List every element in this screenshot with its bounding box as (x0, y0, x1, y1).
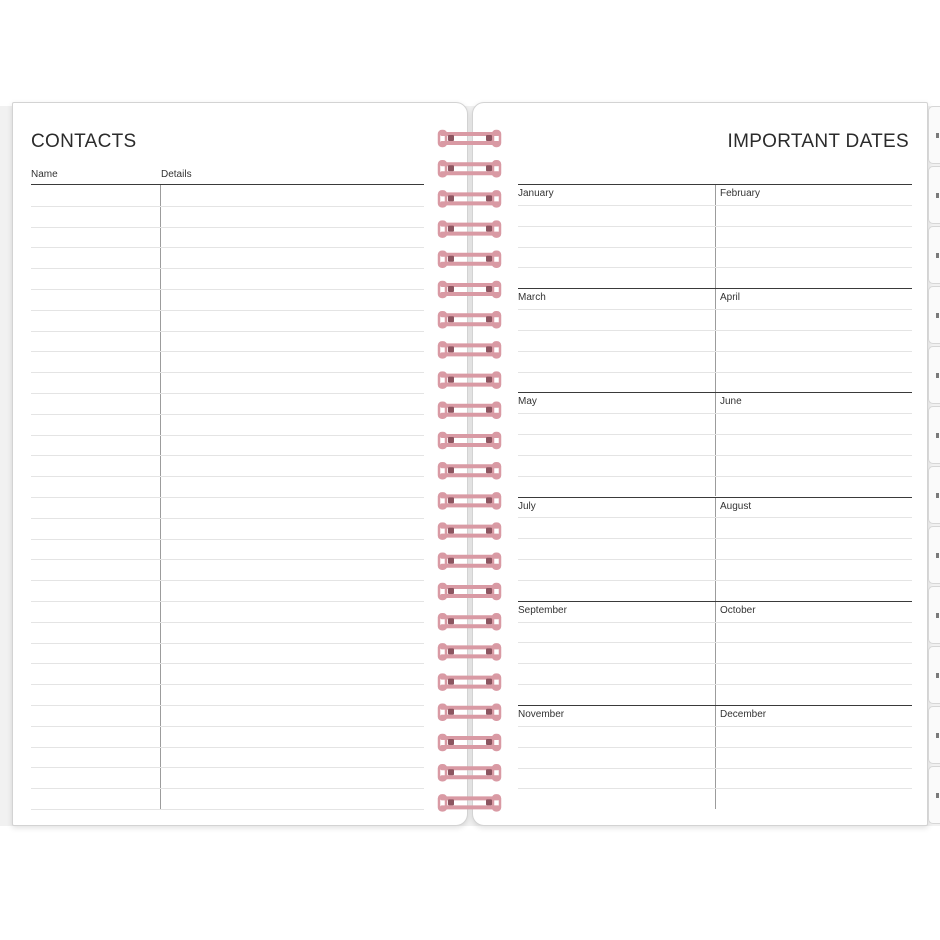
contact-row-line (31, 268, 424, 269)
spiral-ring (439, 463, 500, 478)
details-column-header: Details (161, 169, 192, 180)
spiral-ring (439, 403, 500, 418)
spiral-ring (439, 524, 500, 539)
month-tab[interactable] (928, 226, 940, 284)
tab-label-mark (936, 733, 939, 738)
month-label: February (720, 188, 761, 199)
contact-row-line (31, 414, 424, 415)
tab-label-mark (936, 133, 939, 138)
month-label: October (720, 605, 756, 616)
month-tab[interactable] (928, 166, 940, 224)
contact-row-line (31, 705, 424, 706)
contact-row-line (31, 518, 424, 519)
tab-label-mark (936, 673, 939, 678)
contact-row-line (31, 497, 424, 498)
month-tab[interactable] (928, 526, 940, 584)
contact-row-line (31, 663, 424, 664)
month-tab[interactable] (928, 586, 940, 644)
spiral-ring (439, 252, 500, 267)
date-entry-line (518, 247, 912, 248)
tab-label-mark (936, 253, 939, 258)
date-entry-line (518, 434, 912, 435)
date-entry-line (518, 330, 912, 331)
month-label: May (518, 396, 537, 407)
month-label: April (720, 292, 741, 303)
contact-row-line (31, 788, 424, 789)
contact-row-line (31, 539, 424, 540)
contact-row-line (31, 289, 424, 290)
tab-label-mark (936, 193, 939, 198)
month-label: August (720, 501, 752, 512)
date-entry-line (518, 747, 912, 748)
contact-row-line (31, 227, 424, 228)
spiral-ring (439, 675, 500, 690)
spiral-ring (439, 614, 500, 629)
month-tab[interactable] (928, 106, 940, 164)
spiral-ring (439, 765, 500, 780)
spiral-ring (439, 191, 500, 206)
tab-label-mark (936, 433, 939, 438)
date-entry-line (518, 372, 912, 373)
spiral-ring (439, 342, 500, 357)
spiral-ring (439, 705, 500, 720)
date-entry-line (518, 768, 912, 769)
month-tab[interactable] (928, 286, 940, 344)
contact-row-line (31, 476, 424, 477)
month-label: September (518, 605, 567, 616)
contact-row-line (31, 435, 424, 436)
spiral-ring (439, 584, 500, 599)
month-label: March (518, 292, 546, 303)
important-dates-page (472, 102, 928, 826)
spiral-ring (439, 282, 500, 297)
date-entry-line (518, 663, 912, 664)
date-entry-line (518, 517, 912, 518)
date-entry-line (518, 226, 912, 227)
month-label: November (518, 709, 565, 720)
month-tab[interactable] (928, 766, 940, 824)
date-entry-line (518, 788, 912, 789)
date-entry-line (518, 622, 912, 623)
spiral-ring (439, 433, 500, 448)
month-divider (715, 289, 716, 392)
page-title: IMPORTANT DATES (727, 131, 909, 152)
tab-label-mark (936, 313, 939, 318)
spiral-ring (439, 373, 500, 388)
tab-label-mark (936, 553, 939, 558)
month-divider (715, 393, 716, 496)
contact-row-line (31, 247, 424, 248)
date-entry-line (518, 642, 912, 643)
contact-row-line (31, 580, 424, 581)
contact-row-line (31, 643, 424, 644)
name-column-header: Name (31, 169, 58, 180)
header-rule (31, 184, 424, 185)
date-entry-line (518, 351, 912, 352)
tab-label-mark (936, 493, 939, 498)
contact-row-line (31, 559, 424, 560)
month-label: July (518, 501, 536, 512)
spiral-ring (439, 795, 500, 810)
month-tab[interactable] (928, 466, 940, 524)
contact-row-line (31, 622, 424, 623)
month-label: December (720, 709, 767, 720)
page-title: CONTACTS (31, 131, 137, 152)
contact-row-line (31, 684, 424, 685)
date-entry-line (518, 413, 912, 414)
contact-row-line (31, 372, 424, 373)
contact-row-line (31, 393, 424, 394)
month-divider (715, 602, 716, 705)
spiral-ring (439, 554, 500, 569)
date-entry-line (518, 580, 912, 581)
contact-row-line (31, 601, 424, 602)
month-label: January (518, 188, 554, 199)
month-divider (715, 498, 716, 601)
spiral-binding-icon (436, 0, 504, 940)
date-entry-line (518, 267, 912, 268)
date-entry-line (518, 455, 912, 456)
tab-label-mark (936, 373, 939, 378)
contact-row-line (31, 310, 424, 311)
date-entry-line (518, 559, 912, 560)
contact-row-line (31, 726, 424, 727)
month-tab[interactable] (928, 706, 940, 764)
spiral-ring (439, 161, 500, 176)
contact-row-line (31, 206, 424, 207)
date-entry-line (518, 476, 912, 477)
contact-row-line (31, 351, 424, 352)
contact-row-line (31, 767, 424, 768)
contacts-page (12, 102, 468, 826)
month-label: June (720, 396, 742, 407)
month-tab[interactable] (928, 406, 940, 464)
tab-label-mark (936, 793, 939, 798)
month-divider (715, 706, 716, 809)
tab-label-mark (936, 613, 939, 618)
month-tab[interactable] (928, 346, 940, 404)
month-tab[interactable] (928, 646, 940, 704)
date-entry-line (518, 726, 912, 727)
contact-row-line (31, 747, 424, 748)
spiral-ring (439, 735, 500, 750)
date-entry-line (518, 538, 912, 539)
contact-row-line (31, 809, 424, 810)
month-divider (715, 185, 716, 288)
spiral-ring (439, 493, 500, 508)
date-entry-line (518, 684, 912, 685)
spiral-ring (439, 312, 500, 327)
contact-row-line (31, 455, 424, 456)
month-tabs (928, 104, 940, 824)
spiral-ring (439, 644, 500, 659)
contact-row-line (31, 331, 424, 332)
date-entry-line (518, 205, 912, 206)
date-entry-line (518, 309, 912, 310)
spiral-ring (439, 222, 500, 237)
spiral-ring (439, 131, 500, 146)
